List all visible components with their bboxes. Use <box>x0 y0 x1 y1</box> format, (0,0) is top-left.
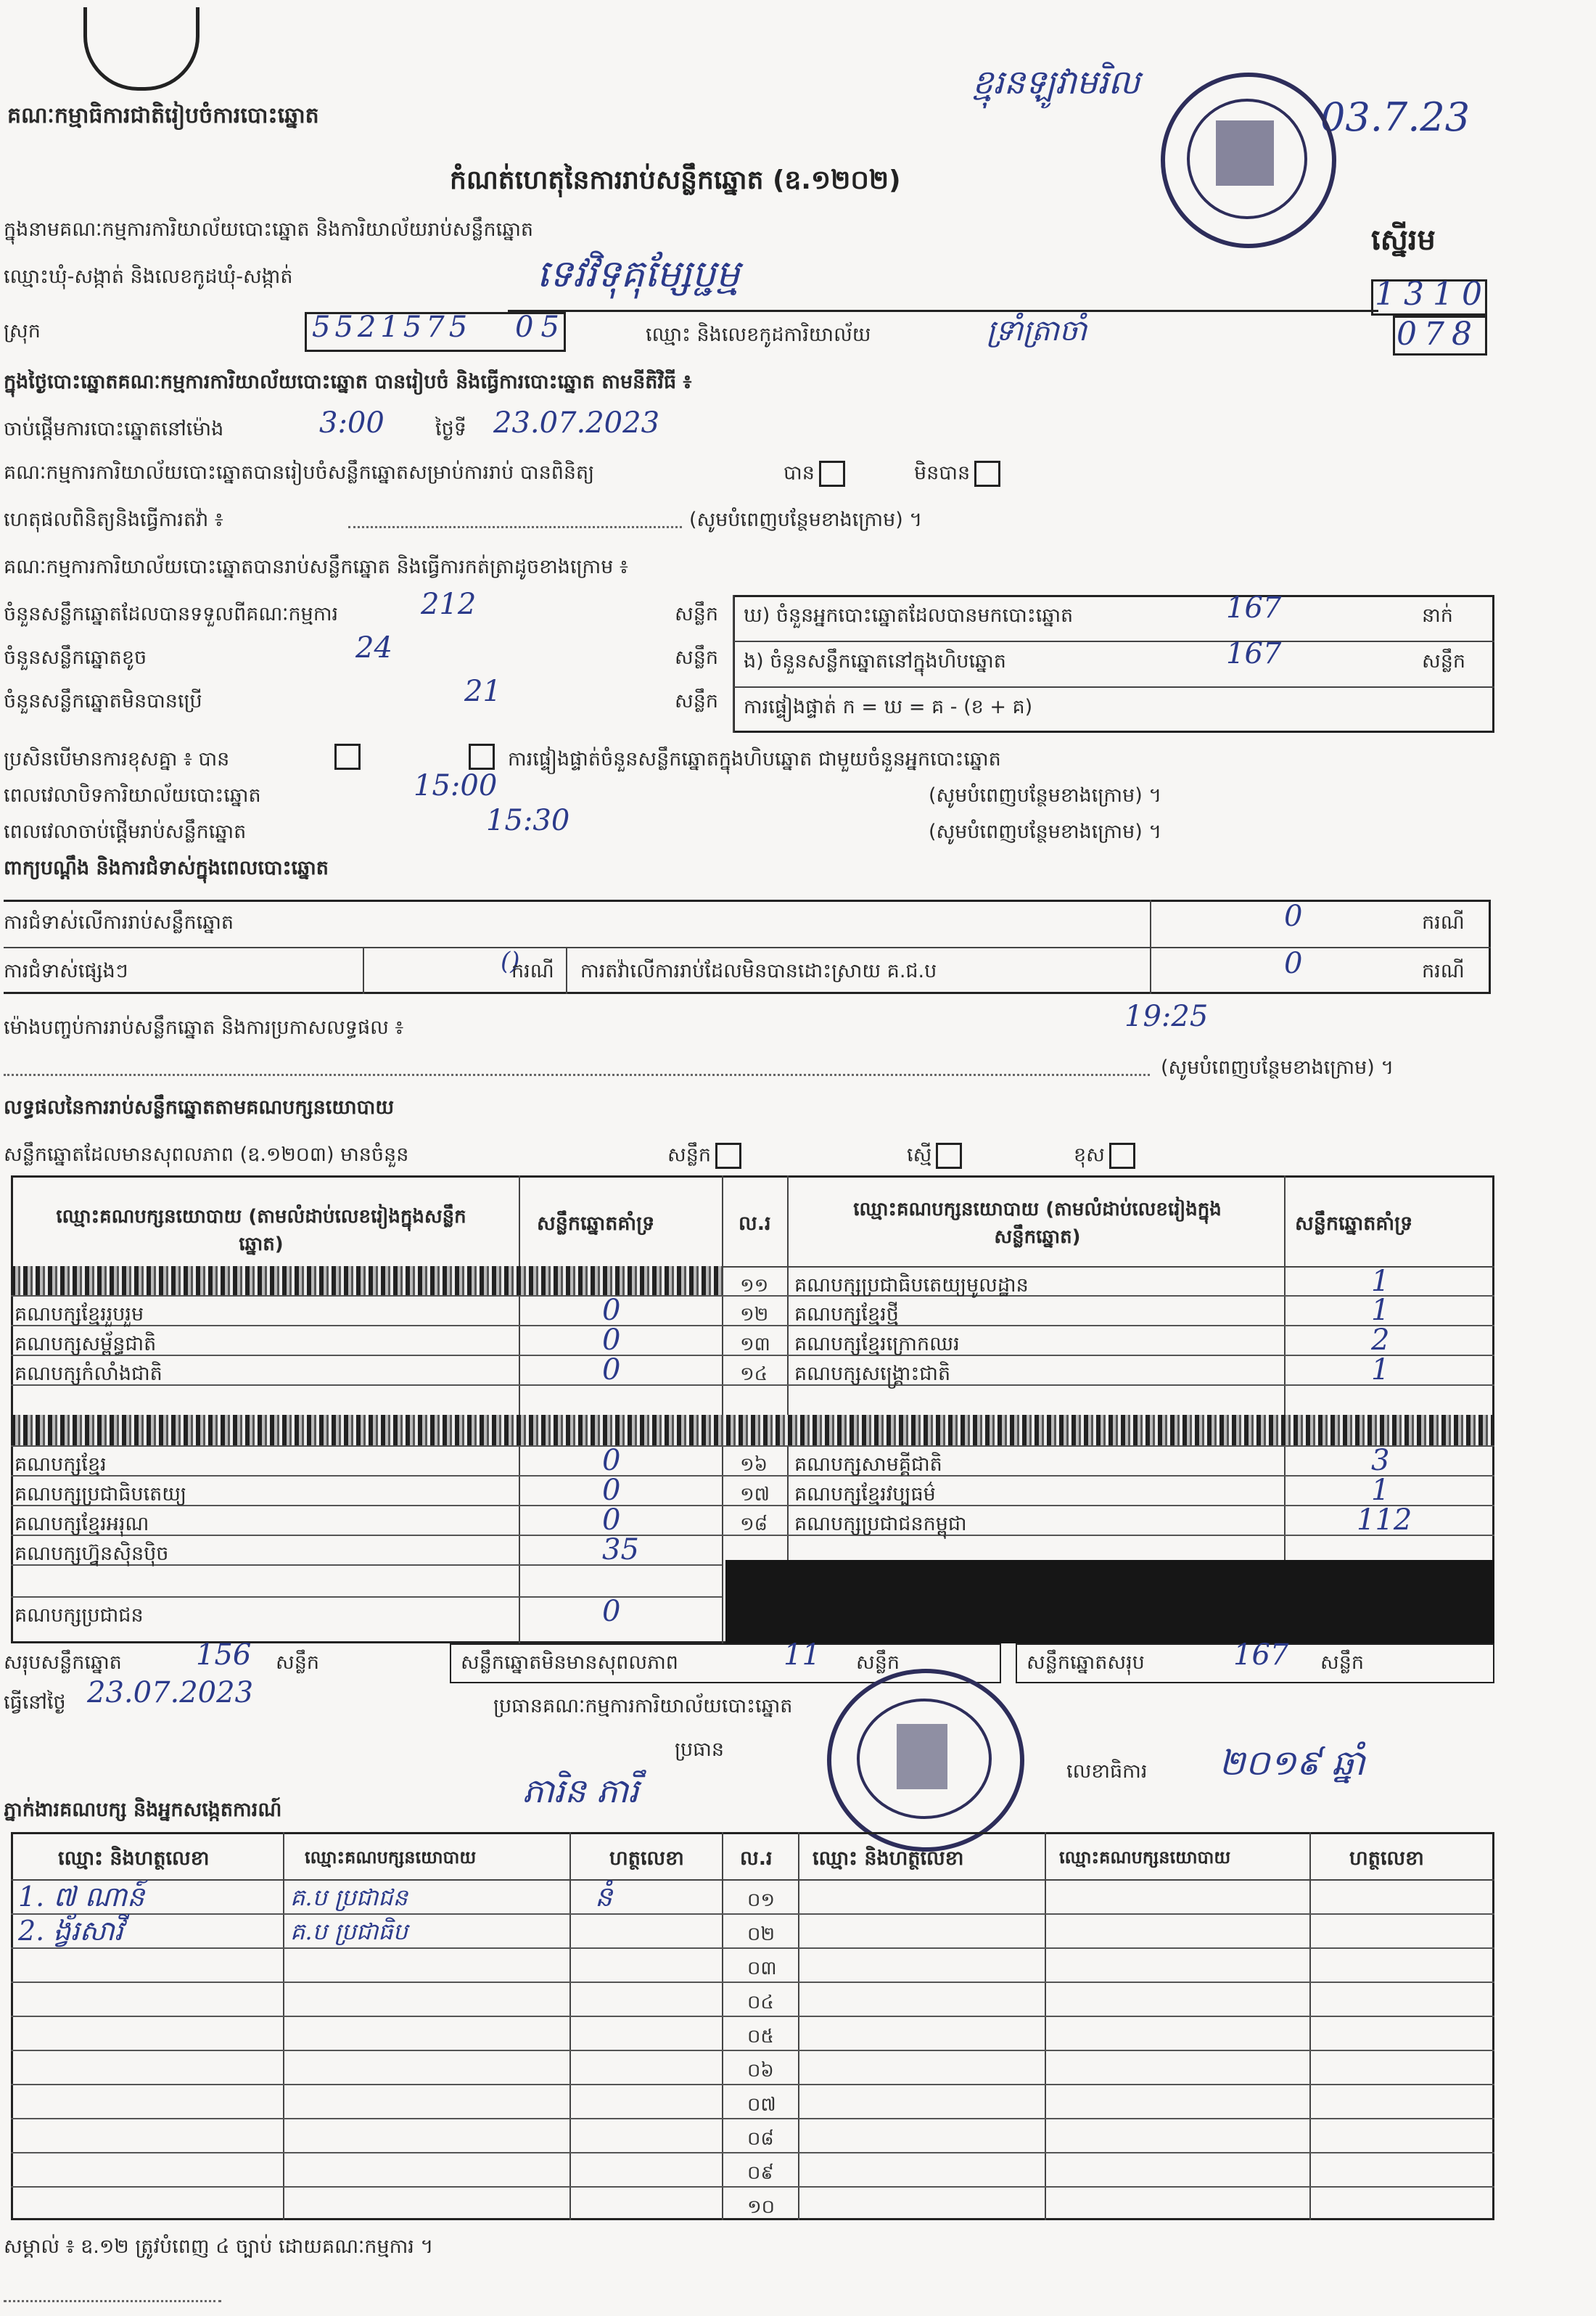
count-row-1-value: 212 <box>421 588 477 621</box>
obs-no-6: ០៦ <box>747 2060 774 2082</box>
left-votes-6: 0 <box>602 1444 621 1477</box>
obs-col-3: ហត្ថលេខា <box>609 1847 684 1870</box>
right-no-7: ១៧ <box>740 1484 770 1506</box>
left-party-9: គណបក្សហ្វ៊ុនស៊ិនប៉ិច <box>15 1543 169 1565</box>
checkbox-yes[interactable] <box>819 461 845 487</box>
right-no-3: ១៣ <box>740 1334 770 1355</box>
total-left-value: 156 <box>196 1638 252 1672</box>
end-dots <box>4 1074 1150 1076</box>
left-votes-8: 0 <box>602 1503 621 1537</box>
right-no-6: ១៦ <box>740 1454 768 1476</box>
left-party-10: គណបក្សប្រជាជន <box>15 1604 144 1627</box>
count-row-2-unit: សន្លឹក <box>675 646 718 669</box>
right-no-4: ១៤ <box>740 1363 768 1385</box>
commune-code: 1310 <box>1375 276 1491 313</box>
complaint-row-2-small: () <box>501 947 520 976</box>
count-heading: គណៈកម្មការការិយាល័យបោះឆ្នោតបានរាប់សន្លឹកឆ្នោត និងធ្វើការកត់ត្រាដូចខាងក្រោម ៖ <box>4 556 628 578</box>
left-votes-10: 0 <box>602 1595 621 1628</box>
results-heading: លទ្ធផលនៃការរាប់សន្លឹកឆ្នោតតាមគណបក្សនយោបាយ <box>4 1096 395 1119</box>
total-mid-unit: សន្លឹក <box>856 1651 900 1674</box>
obs-no-2: ០២ <box>747 1923 776 1945</box>
right-no-1: ១១ <box>740 1275 769 1297</box>
number-label: ស្រុក <box>4 320 41 342</box>
right-party-1: គណបក្សប្រជាធិបតេយ្យមូលដ្ឋាន <box>794 1274 1029 1297</box>
time2-label: ពេលវេលាចាប់ផ្ដើមរាប់សន្លឹកឆ្នោត <box>4 821 247 843</box>
count-right-2-label: ង) ចំនួនសន្លឹកឆ្នោតនៅក្នុងហិបឆ្នោត <box>744 650 1006 673</box>
note-dots <box>348 526 682 528</box>
section2-checkbox-a[interactable] <box>334 744 361 770</box>
complaint-row-2: ការជំទាស់ផ្សេងៗ <box>4 960 128 982</box>
count-right-1-label: ឃ) ចំនួនអ្នកបោះឆ្នោតដែលបានមកបោះឆ្នោត <box>744 604 1074 627</box>
intro-line: ក្នុងនាមគណៈកម្មការការិយាល័យបោះឆ្នោត និងការិយាល័យរាប់សន្លឹកឆ្នោត <box>4 218 534 241</box>
left-party-4: គណបក្សកំលាំងជាតិ <box>15 1363 163 1385</box>
station-value: ទ្រាំត្រាចាំ <box>987 314 1087 348</box>
obs-no-7: ០៧ <box>747 2094 776 2116</box>
handwritten-top-date: 03.7.23 <box>1320 94 1470 140</box>
time2-note: (សូមបំពេញបន្ថែមខាងក្រោម) ។ <box>929 821 1162 843</box>
secretary-signature: ២០១៩ ឆ្នាំ <box>1219 1743 1365 1783</box>
time1-value: 15:00 <box>414 769 498 802</box>
complaint-row-2-mid: ការតវ៉ាលើការរាប់ដែលមិនបានដោះស្រាយ គ.ជ.ប <box>580 960 937 982</box>
total-right-label: សន្លឹកឆ្នោតសរុប <box>1027 1651 1145 1674</box>
obs-row-2-name: 2. ង្វ័រសាវី <box>18 1915 123 1947</box>
count-right-1-unit: នាក់ <box>1422 604 1453 627</box>
obs-no-5: ០៥ <box>747 2026 774 2048</box>
results-checkbox-3[interactable] <box>1109 1143 1135 1169</box>
right-votes-8: 112 <box>1357 1503 1412 1537</box>
count-row-1-unit: សន្លឹក <box>675 603 718 625</box>
results-opt-3: ខុស <box>1074 1143 1140 1172</box>
secretary-label: លេខាធិការ <box>1066 1760 1148 1783</box>
count-row-2-value: 24 <box>355 631 392 665</box>
right-no-8: ១៨ <box>740 1514 768 1535</box>
time1-label: ពេលវេលាបិទការិយាល័យបោះឆ្នោត <box>4 784 261 807</box>
results-checkbox-1[interactable] <box>715 1143 741 1169</box>
col-votes-header: សន្លឹកឆ្នោតគាំទ្រ <box>537 1212 655 1235</box>
number-value: 5521575 <box>312 311 472 344</box>
top-right-seal <box>1161 73 1336 248</box>
count-row-3-unit: សន្លឹក <box>675 690 718 713</box>
right-party-2: គណបក្សខ្មែរថ្មី <box>794 1303 899 1326</box>
seal-line-2: ការផ្ទៀងផ្ទាត់ចំនួនសន្លឹកឆ្នោតក្នុងហិបឆ្នោត ជាមួយចំនួនអ្នកបោះឆ្នោត <box>508 748 1001 771</box>
right-no-2: ១២ <box>740 1304 769 1326</box>
left-votes-3: 0 <box>602 1323 621 1357</box>
obs-no-4: ០៤ <box>747 1992 774 2013</box>
seal-line: ប្រសិនបើមានការខុសគ្នា ៖ បាន <box>4 748 230 771</box>
observers-heading: ភ្នាក់ងារគណបក្ស និងអ្នកសង្កេតការណ៍ <box>4 1799 282 1821</box>
count-row-2-label: ចំនួនសន្លឹកឆ្នោតខូច <box>4 646 147 669</box>
right-votes-1: 1 <box>1371 1265 1390 1298</box>
number-suffix: 05 <box>515 311 567 344</box>
station-code: 078 <box>1396 316 1479 353</box>
obs-col-2: ឈ្មោះគណបក្សនយោបាយ <box>305 1847 477 1868</box>
count-row-1-label: ចំនួនសន្លឹកឆ្នោតដែលបានទទួលពីគណៈកម្មការ <box>4 603 339 625</box>
footer-dots <box>4 2300 221 2302</box>
checkbox-no[interactable] <box>974 461 1000 487</box>
obs-no-9: ០៩ <box>747 2162 774 2184</box>
obs-row-1-sig: នំ <box>595 1881 613 1913</box>
date-value: 23.07.2023 <box>87 1676 254 1709</box>
check-yes-label: បាន <box>783 461 850 490</box>
right-party-6: គណបក្សសាមគ្គីជាតិ <box>794 1453 942 1476</box>
station-label: ឈ្មោះ និងលេខកូដការិយាល័យ <box>646 324 871 346</box>
commune-label: ឈ្មោះឃុំ-សង្កាត់ និងលេខកូដឃុំ-សង្កាត់ <box>4 266 293 288</box>
left-votes-9: 35 <box>602 1533 639 1566</box>
bottom-seal <box>827 1669 1024 1852</box>
left-votes-7: 0 <box>602 1474 621 1507</box>
left-party-8: គណបក្សខ្មែរអរុណ <box>15 1513 149 1535</box>
col-left-header: ឈ្មោះគណបក្សនយោបាយ (តាមលំដាប់លេខរៀងក្នុងសន្លឹកឆ្នោត) <box>56 1206 466 1255</box>
obs-col-5: ឈ្មោះ និងហត្ថលេខា <box>813 1847 964 1870</box>
redacted-row-5 <box>11 1415 1494 1445</box>
col-right-header: ឈ្មោះគណបក្សនយោបាយ (តាមលំដាប់លេខរៀងក្នុងសន្លឹកឆ្នោត) <box>853 1199 1222 1248</box>
time1-note: (សូមបំពេញបន្ថែមខាងក្រោម) ។ <box>929 784 1162 807</box>
end-time: 19:25 <box>1124 1000 1209 1033</box>
date-label: ធ្វើនៅថ្ងៃ <box>4 1691 66 1714</box>
right-votes-7: 1 <box>1371 1474 1390 1507</box>
col-votes2-header: សន្លឹកឆ្នោតគាំទ្រ <box>1295 1212 1413 1235</box>
emblem-seal <box>83 7 200 91</box>
top-ref: ស្នើរម <box>1371 223 1436 257</box>
obs-col-6: ឈ្មោះគណបក្សនយោបាយ <box>1059 1847 1231 1868</box>
start-date-label: ថ្ងៃទី <box>435 418 466 440</box>
start-label: ចាប់ផ្ដើមការបោះឆ្នោតនៅម៉ោង <box>4 418 224 440</box>
right-party-8: គណបក្សប្រជាជនកម្ពុជា <box>794 1513 967 1535</box>
line-text: គណៈកម្មការការិយាល័យបោះឆ្នោតបានរៀបចំសន្លឹកឆ្នោតសម្រាប់ការរាប់ បានពិនិត្យ <box>4 461 595 484</box>
results-subline: សន្លឹកឆ្នោតដែលមានសុពលភាព (ឧ.១២០៣) មានចំនួន <box>4 1143 409 1166</box>
total-mid-label: សន្លឹកឆ្នោតមិនមានសុពលភាព <box>461 1651 678 1674</box>
end-line: ម៉ោងបញ្ចប់ការរាប់សន្លឹកឆ្នោត និងការប្រកាសលទ្ធផល ៖ <box>4 1017 404 1039</box>
committee-label: ប្រធានគណៈកម្មការការិយាល័យបោះឆ្នោត <box>493 1695 793 1717</box>
handwritten-top-note: ខ្មុរនឡូវាមរិល <box>972 62 1140 102</box>
count-row-3-value: 21 <box>464 675 501 708</box>
col-no-header: ល.រ <box>739 1212 771 1235</box>
agency-name: គណៈកម្មាធិការជាតិរៀបចំការបោះឆ្នោត <box>7 103 319 128</box>
time2-value: 15:30 <box>486 804 570 837</box>
obs-no-3: ០៣ <box>747 1958 777 1979</box>
complaint-row-2-val: 0 <box>1284 947 1303 980</box>
right-votes-3: 2 <box>1371 1323 1390 1357</box>
obs-col-7: ហត្ថលេខា <box>1349 1847 1424 1870</box>
count-right-3-label: ការផ្ទៀងផ្ទាត់ ក = ឃ = គ - (ខ + គ) <box>744 696 1033 718</box>
obs-row-1-name: 1. ៧ ណាន៍ <box>18 1881 145 1913</box>
obs-no-10: ១០ <box>747 2196 776 2218</box>
dark-block-right <box>725 1560 1494 1643</box>
right-party-4: គណបក្សសង្គ្រោះជាតិ <box>794 1363 951 1385</box>
count-right-2-unit: សន្លឹក <box>1422 650 1465 673</box>
redacted-row-1 <box>11 1266 722 1295</box>
count-row-3-label: ចំនួនសន្លឹកឆ្នោតមិនបានប្រើ <box>4 690 202 713</box>
section1-heading: ក្នុងថ្ងៃបោះឆ្នោតគណៈកម្មការការិយាល័យបោះឆ្នោត បានរៀបចំ និងធ្វើការបោះឆ្នោត តាមនីតិវិធី ៖ <box>4 371 692 393</box>
left-votes-4: 0 <box>602 1353 621 1387</box>
left-party-2: គណបក្សខ្មែររួបរួម <box>15 1303 144 1326</box>
left-party-6: គណបក្សខ្មែរ <box>15 1453 107 1476</box>
note-suffix: (សូមបំពេញបន្ថែមខាងក្រោម) ។ <box>689 509 923 531</box>
chair-signature: ភារិន ភារឹ <box>522 1771 639 1810</box>
chair-label: ប្រធាន <box>675 1738 725 1761</box>
left-party-3: គណបក្សសម្ព័ន្ធជាតិ <box>15 1333 157 1355</box>
document-title: កំណត់ហេតុនៃការរាប់សន្លឹកឆ្នោត (ឧ.១២០២) <box>450 165 901 195</box>
total-mid-value: 11 <box>783 1638 820 1672</box>
obs-col-1: ឈ្មោះ និងហត្ថលេខា <box>58 1847 210 1870</box>
complaint-row-2-unit: ករណី <box>1422 960 1465 982</box>
total-left-unit: សន្លឹក <box>276 1651 319 1674</box>
start-date: 23.07.2023 <box>493 406 660 440</box>
left-party-7: គណបក្សប្រជាធិបតេយ្យ <box>15 1483 187 1506</box>
complaint-row-2-unit-a: ករណី <box>511 960 554 982</box>
right-party-7: គណបក្សខ្មែរវប្បធម៌ <box>794 1483 936 1506</box>
complaint-row-1-unit: ករណី <box>1422 911 1465 934</box>
obs-col-4: ល.រ <box>740 1847 773 1870</box>
start-time: 3:00 <box>319 406 384 440</box>
results-opt-2: ស្មើ <box>907 1143 966 1172</box>
right-votes-4: 1 <box>1371 1353 1390 1387</box>
footer-note: សម្គាល់ ៖ ឧ.១២ ត្រូវបំពេញ ៤ ច្បាប់ ដោយគណៈកម្មការ ។ <box>4 2235 434 2258</box>
right-party-3: គណបក្សខ្មែរក្រោកឈរ <box>794 1333 960 1355</box>
total-left-label: សរុបសន្លឹកឆ្នោត <box>4 1651 122 1674</box>
end-note: (សូមបំពេញបន្ថែមខាងក្រោម) ។ <box>1161 1056 1394 1079</box>
obs-no-1: ០១ <box>747 1889 776 1911</box>
obs-row-1-party: គ.ប ប្រជាជន <box>290 1884 408 1911</box>
right-votes-6: 3 <box>1371 1444 1390 1477</box>
count-right-1-value: 167 <box>1226 591 1282 625</box>
count-right-2-value: 167 <box>1226 637 1282 670</box>
obs-no-8: ០៨ <box>747 2128 774 2150</box>
section2-checkbox-b[interactable] <box>469 744 495 770</box>
note-line: ហេតុផលពិនិត្យនិងធ្វើការតវ៉ា ៖ <box>4 509 223 531</box>
total-right-value: 167 <box>1233 1638 1289 1672</box>
obs-row-2-party: គ.ប ប្រជាធិប <box>290 1918 408 1945</box>
check-no-label: មិនបាន <box>914 461 1005 490</box>
right-votes-2: 1 <box>1371 1294 1390 1327</box>
complaint-row-1-val: 0 <box>1284 900 1303 933</box>
total-right-unit: សន្លឹក <box>1320 1651 1364 1674</box>
commune-value: ទេវវិទុគុម្សែប្ជម្ម <box>537 252 740 296</box>
results-opt-1: សន្លឹក <box>667 1143 746 1172</box>
results-checkbox-2[interactable] <box>936 1143 962 1169</box>
complaint-row-1: ការជំទាស់លើការរាប់សន្លឹកឆ្នោត <box>4 911 234 934</box>
left-votes-2: 0 <box>602 1294 621 1327</box>
complaint-heading: ពាក្យបណ្ដឹង និងការជំទាស់ក្នុងពេលបោះឆ្នោត <box>4 857 329 879</box>
